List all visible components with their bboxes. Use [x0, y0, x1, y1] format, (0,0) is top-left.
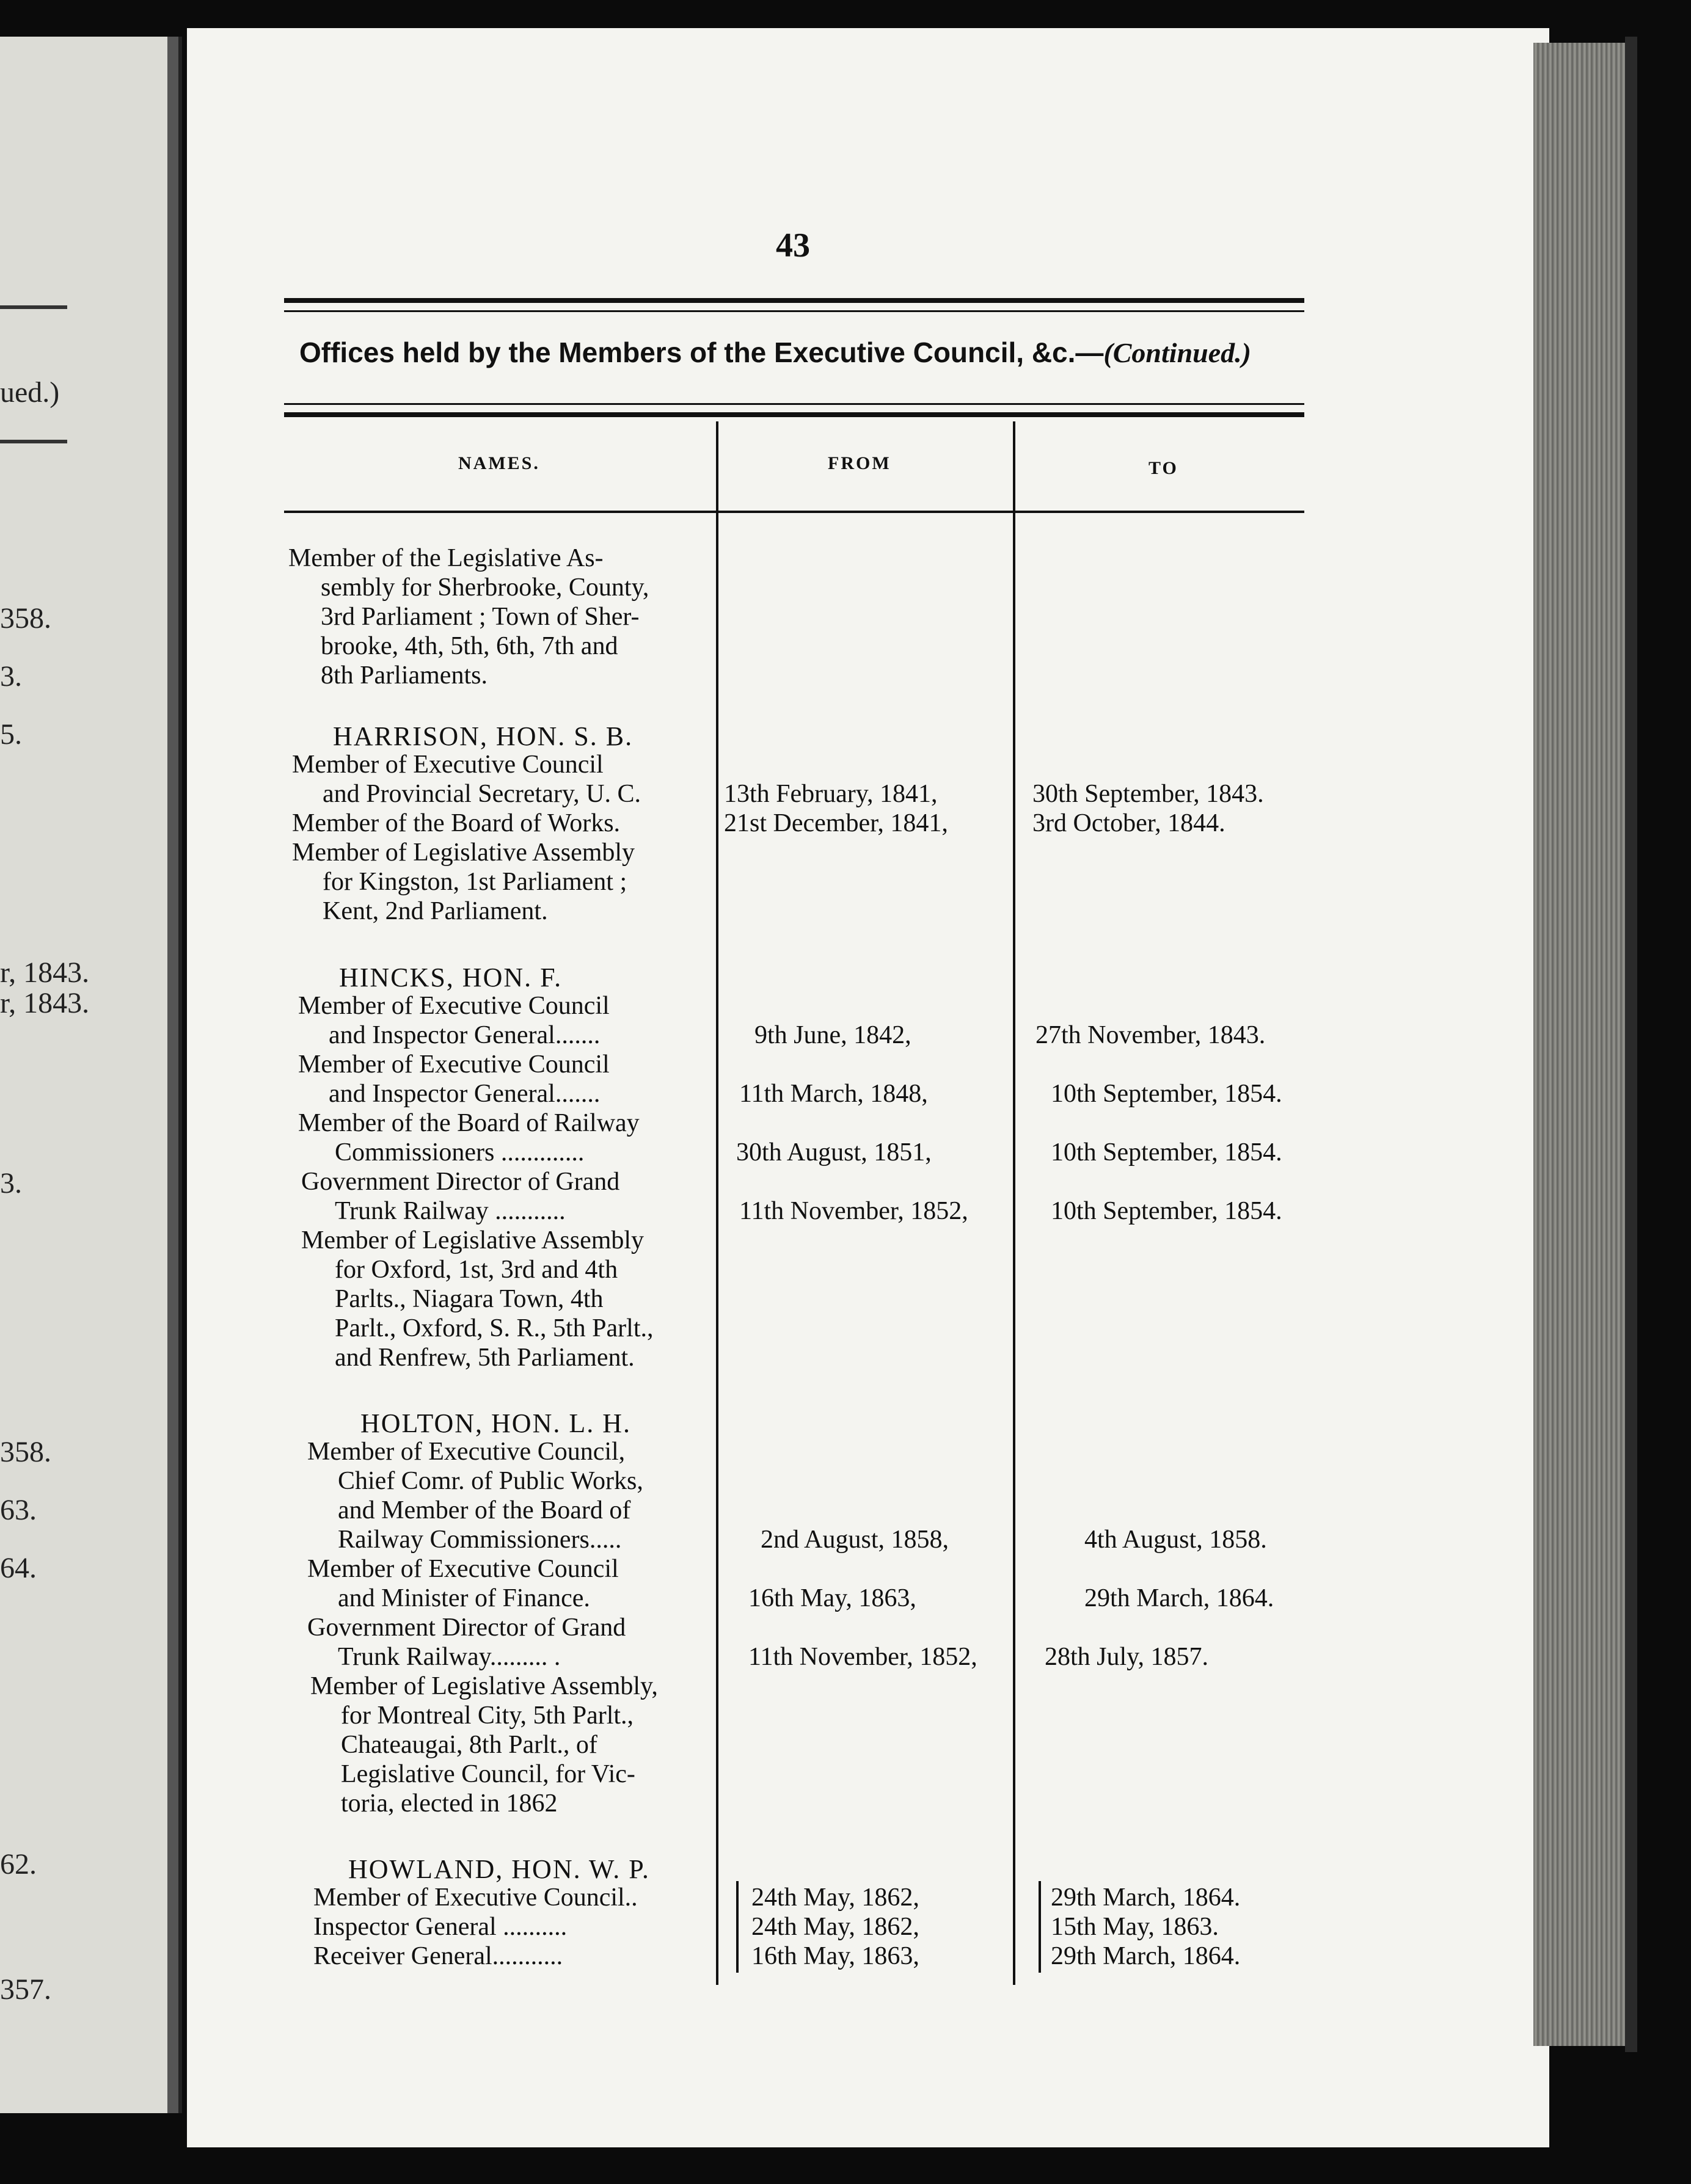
office-line: toria, elected in 1862: [341, 1789, 558, 1818]
left-fragment: ued.): [0, 376, 60, 409]
office-line: Member of Legislative Assembly,: [310, 1672, 658, 1700]
column-divider-2: [1013, 421, 1015, 1985]
office-line: for Oxford, 1st, 3rd and 4th: [335, 1256, 618, 1284]
office-line: and Renfrew, 5th Parliament.: [335, 1344, 635, 1372]
date-to: 10th September, 1854.: [1051, 1080, 1282, 1108]
left-fragment: 357.: [0, 1973, 51, 2006]
entry-line: 8th Parliaments.: [321, 661, 488, 690]
left-fragment: 62.: [0, 1848, 37, 1880]
top-rule-thick: [284, 298, 1304, 303]
entry-line: Member of the Legislative As-: [288, 544, 604, 572]
office-line: Receiver General...........: [313, 1942, 563, 1970]
office-line: Member of Executive Council: [298, 992, 610, 1020]
office-line: Commissioners .............: [335, 1138, 585, 1167]
office-line: and Inspector General.......: [329, 1080, 601, 1108]
entry-line: 3rd Parliament ; Town of Sher-: [321, 603, 640, 631]
left-fragment: 358.: [0, 1436, 51, 1468]
gutter-shadow: [167, 37, 178, 2113]
left-fragment: 358.: [0, 602, 51, 635]
left-fragment: 64.: [0, 1552, 37, 1584]
entry-line: sembly for Sherbrooke, County,: [321, 573, 649, 602]
column-header-from: FROM: [828, 453, 891, 473]
office-line: Legislative Council, for Vic-: [341, 1760, 635, 1788]
office-line: Member of Executive Council,: [307, 1438, 626, 1466]
entry-line: brooke, 4th, 5th, 6th, 7th and: [321, 632, 618, 660]
date-to: 10th September, 1854.: [1051, 1138, 1282, 1167]
office-line: Member of Executive Council: [307, 1555, 619, 1583]
office-line: Member of Legislative Assembly: [292, 839, 635, 867]
person-heading: HOWLAND, HON. W. P.: [348, 1854, 650, 1884]
person-heading: HINCKS, HON. F.: [339, 963, 563, 992]
title-continued: (Continued.): [1103, 337, 1251, 368]
title-rule-thick: [284, 412, 1304, 417]
left-fragment: 3.: [0, 660, 22, 693]
date-to: 29th March, 1864.: [1084, 1584, 1274, 1612]
office-line: Inspector General ..........: [313, 1913, 568, 1941]
office-line: for Kingston, 1st Parliament ;: [323, 868, 627, 896]
office-line: Chateaugai, 8th Parlt., of: [341, 1731, 597, 1759]
left-fragment: r, 1843.: [0, 956, 90, 989]
office-line: and Minister of Finance.: [338, 1584, 590, 1612]
office-line: Trunk Railway ...........: [335, 1197, 566, 1225]
date-from: 13th February, 1841,: [724, 780, 938, 808]
date-from: 21st December, 1841,: [724, 809, 948, 837]
page-edges: [1533, 43, 1625, 2046]
office-line: Chief Comr. of Public Works,: [338, 1467, 643, 1495]
office-line: Parlts., Niagara Town, 4th: [335, 1285, 604, 1313]
date-to: 29th March, 1864.: [1051, 1942, 1241, 1970]
column-header-to: TO: [1149, 458, 1178, 478]
left-rule: [0, 440, 67, 443]
office-line: Member of Legislative Assembly: [301, 1226, 645, 1254]
office-line: Member of the Board of Railway: [298, 1109, 640, 1137]
date-to: 3rd October, 1844.: [1032, 809, 1225, 837]
column-header-names: NAMES.: [458, 453, 540, 473]
date-from: 11th November, 1852,: [748, 1643, 977, 1671]
office-line: Government Director of Grand: [307, 1614, 626, 1642]
date-from: 30th August, 1851,: [736, 1138, 932, 1167]
left-fragment: 3.: [0, 1167, 22, 1199]
column-divider-2-lower: [1039, 1881, 1041, 1973]
date-to: 4th August, 1858.: [1084, 1526, 1267, 1554]
office-line: Member of Executive Council..: [313, 1884, 638, 1912]
date-from: 16th May, 1863,: [751, 1942, 919, 1970]
page-number: 43: [776, 227, 810, 264]
date-to: 15th May, 1863.: [1051, 1913, 1219, 1941]
date-to: 27th November, 1843.: [1035, 1021, 1266, 1049]
date-from: 9th June, 1842,: [754, 1021, 911, 1049]
header-rule: [284, 511, 1304, 513]
office-line: Member of the Board of Works.: [292, 809, 621, 837]
office-line: Government Director of Grand: [301, 1168, 620, 1196]
date-from: 24th May, 1862,: [751, 1884, 919, 1912]
date-from: 11th March, 1848,: [739, 1080, 928, 1108]
date-from: 2nd August, 1858,: [761, 1526, 949, 1554]
office-line: Trunk Railway......... .: [338, 1643, 561, 1671]
left-fragment: 63.: [0, 1494, 37, 1526]
page-edge-shadow: [1625, 37, 1637, 2052]
office-line: Parlt., Oxford, S. R., 5th Parlt.,: [335, 1314, 654, 1342]
page-title: [299, 336, 1301, 369]
left-fragment: r, 1843.: [0, 987, 90, 1019]
column-divider-1-lower: [736, 1881, 739, 1973]
office-line: for Montreal City, 5th Parlt.,: [341, 1702, 634, 1730]
date-to: 29th March, 1864.: [1051, 1884, 1241, 1912]
date-to: 30th September, 1843.: [1032, 780, 1264, 808]
top-rule-thin: [284, 310, 1304, 312]
office-line: and Provincial Secretary, U. C.: [323, 780, 641, 808]
left-rule: [0, 305, 67, 309]
date-from: 16th May, 1863,: [748, 1584, 916, 1612]
office-line: and Inspector General.......: [329, 1021, 601, 1049]
left-fragment: 5.: [0, 718, 22, 751]
left-page-sliver: [0, 37, 182, 2113]
date-from: 11th November, 1852,: [739, 1197, 968, 1225]
office-line: and Member of the Board of: [338, 1496, 631, 1524]
title-main: Offices held by the Members of the Executive Council, &c.—: [299, 337, 1104, 368]
person-heading: HARRISON, HON. S. B.: [333, 721, 634, 751]
office-line: Railway Commissioners.....: [338, 1526, 622, 1554]
office-line: Kent, 2nd Parliament.: [323, 897, 548, 925]
column-divider-1: [716, 421, 718, 1985]
office-line: Member of Executive Council: [292, 751, 604, 779]
person-heading: HOLTON, HON. L. H.: [360, 1408, 631, 1438]
office-line: Member of Executive Council: [298, 1050, 610, 1079]
date-from: 24th May, 1862,: [751, 1913, 919, 1941]
date-to: 10th September, 1854.: [1051, 1197, 1282, 1225]
date-to: 28th July, 1857.: [1045, 1643, 1208, 1671]
title-rule-thin: [284, 403, 1304, 405]
